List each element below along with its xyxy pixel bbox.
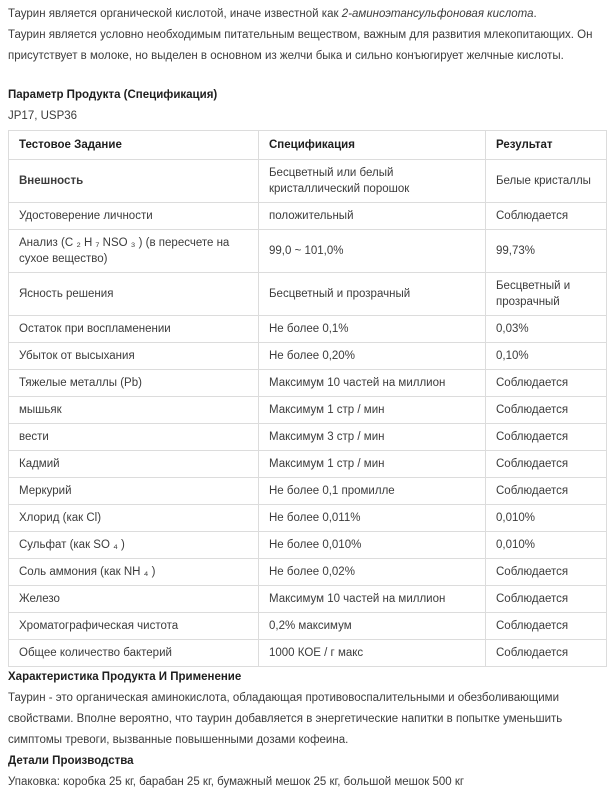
table-cell-result: Бесцветный и прозрачный [486, 273, 607, 316]
table-cell-test: Хлорид (как Cl) [9, 505, 259, 532]
features-paragraph: Таурин - это органическая аминокислота, обладающая противовоспалительными и обезболивающими свойствами. Вполне вероятно, что таурин добавляется в энергетические напитки в попытке уменьшить симптомы тревоги, вызванные повышенными дозами кофеина. [8, 692, 563, 746]
table-cell-test: Соль аммония (как NH ₄ ) [9, 559, 259, 586]
table-cell-test: вести [9, 424, 259, 451]
standards-text: JP17, USP36 [8, 110, 78, 122]
table-row [9, 316, 607, 343]
table-row [9, 273, 607, 316]
table-row [9, 203, 607, 230]
table-cell-result: Соблюдается [486, 451, 607, 478]
table-row [9, 505, 607, 532]
intro-paragraph-1 [8, 4, 606, 25]
features-section-title: Характеристика Продукта И Применение [8, 671, 242, 683]
table-header-result: Результат [486, 131, 607, 160]
table-cell-test: Остаток при воспламенении [9, 316, 259, 343]
table-header-spec: Спецификация [259, 131, 486, 160]
table-cell-test: Общее количество бактерий [9, 640, 259, 667]
table-cell-spec: Не более 0,02% [259, 559, 486, 586]
chemical-name-italic: 2-аминоэтансульфоновая кислота [341, 8, 534, 20]
table-cell-test: Сульфат (как SO ₄ ) [9, 532, 259, 559]
table-cell-test: Анализ (C ₂ H ₇ NSO ₃ ) (в пересчете на сухое вещество) [9, 230, 259, 273]
table-cell-result: Соблюдается [486, 559, 607, 586]
table-row [9, 640, 607, 667]
table-cell-test: Ясность решения [9, 273, 259, 316]
table-cell-spec: 99,0 ~ 101,0% [259, 230, 486, 273]
table-row [9, 532, 607, 559]
table-cell-spec: 1000 КОЕ / г макс [259, 640, 486, 667]
table-cell-result: Белые кристаллы [486, 160, 607, 203]
intro-paragraph-2: Таурин является условно необходимым питательным веществом, важным для развития млекопитающих. Он присутствует в молоке, но выделен в основном из желчи быка и сильно конъюгирует желчные кислоты. [8, 29, 593, 62]
table-row [9, 230, 607, 273]
table-row [9, 451, 607, 478]
table-cell-spec: Бесцветный и прозрачный [259, 273, 486, 316]
table-cell-result: 0,010% [486, 532, 607, 559]
spec-table [8, 130, 607, 667]
intro-line1-suffix: . [533, 8, 537, 20]
table-cell-result: Соблюдается [486, 613, 607, 640]
spec-section-title: Параметр Продукта (Спецификация) [8, 89, 218, 101]
intro-line1-prefix: Таурин является органической кислотой, иначе известной как [8, 8, 342, 20]
table-cell-result: Соблюдается [486, 586, 607, 613]
table-cell-spec: Не более 0,1% [259, 316, 486, 343]
table-cell-result: Соблюдается [486, 397, 607, 424]
table-cell-spec: 0,2% максимум [259, 613, 486, 640]
table-row [9, 559, 607, 586]
table-cell-test: Внешность [9, 160, 259, 203]
table-cell-test: Убыток от высыхания [9, 343, 259, 370]
table-cell-result: 99,73% [486, 230, 607, 273]
packaging-text: Упаковка: коробка 25 кг, барабан 25 кг, бумажный мешок 25 кг, большой мешок 500 кг [8, 776, 465, 788]
table-cell-spec: Бесцветный или белый кристаллический порошок [259, 160, 486, 203]
table-row [9, 343, 607, 370]
table-row [9, 424, 607, 451]
table-cell-result: Соблюдается [486, 370, 607, 397]
table-cell-result: Соблюдается [486, 203, 607, 230]
table-cell-test: Меркурий [9, 478, 259, 505]
table-cell-test: Хроматографическая чистота [9, 613, 259, 640]
table-cell-result: Соблюдается [486, 640, 607, 667]
table-cell-spec: Не более 0,010% [259, 532, 486, 559]
table-cell-result: 0,010% [486, 505, 607, 532]
table-header-row [9, 131, 607, 160]
spec-table-body [9, 160, 607, 667]
table-cell-spec: Максимум 10 частей на миллион [259, 586, 486, 613]
table-cell-test: Тяжелые металлы (Pb) [9, 370, 259, 397]
table-row [9, 613, 607, 640]
table-row [9, 397, 607, 424]
table-cell-spec: Максимум 1 стр / мин [259, 397, 486, 424]
table-cell-test: мышьяк [9, 397, 259, 424]
table-cell-test: Кадмий [9, 451, 259, 478]
table-cell-result: Соблюдается [486, 478, 607, 505]
table-cell-result: 0,10% [486, 343, 607, 370]
table-cell-spec: Максимум 3 стр / мин [259, 424, 486, 451]
table-cell-spec: Максимум 10 частей на миллион [259, 370, 486, 397]
table-row [9, 160, 607, 203]
table-cell-spec: положительный [259, 203, 486, 230]
table-cell-result: 0,03% [486, 316, 607, 343]
table-cell-spec: Максимум 1 стр / мин [259, 451, 486, 478]
table-header-test: Тестовое Задание [9, 131, 259, 160]
spacer [8, 67, 606, 85]
table-row [9, 478, 607, 505]
table-row [9, 586, 607, 613]
table-cell-result: Соблюдается [486, 424, 607, 451]
table-cell-spec: Не более 0,20% [259, 343, 486, 370]
table-cell-test: Железо [9, 586, 259, 613]
product-spec-document [8, 4, 606, 793]
table-cell-spec: Не более 0,1 промилле [259, 478, 486, 505]
production-section-title: Детали Производства [8, 755, 134, 767]
table-cell-spec: Не более 0,011% [259, 505, 486, 532]
table-row [9, 370, 607, 397]
table-cell-test: Удостоверение личности [9, 203, 259, 230]
